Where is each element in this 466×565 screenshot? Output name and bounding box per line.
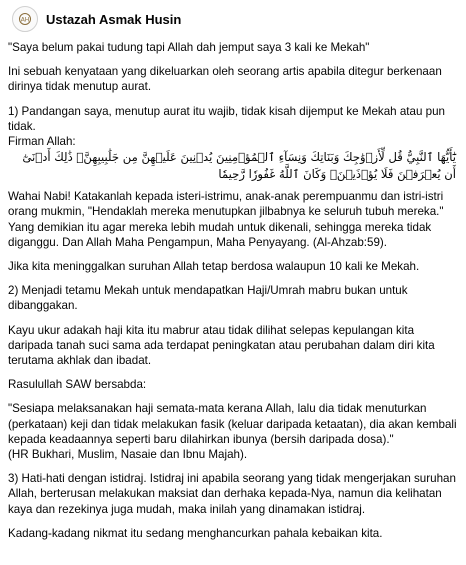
avatar-logo-icon[interactable] [12,6,38,32]
verse-translation: Wahai Nabi! Katakanlah kepada isteri-istrimu, anak-anak perempuanmu dan istri-istri orang mukmin, "Hendaklah mereka menutupkan jilbabnya ke seluruh tubuh mereka." Yang demikian itu agar mereka lebih mudah untuk dikenali, sehingga mereka tidak diganggu. Dan Allah Maha Pengampun, Maha Penyayang. (Al-Ahzab:59). [8,190,444,249]
closing-paragraph: Kadang-kadang nikmat itu sedang menghancurkan pahala kebaikan kita. [8,526,383,540]
firman-label: Firman Allah: [8,135,76,149]
svg-text:AH: AH [20,16,30,24]
avatar-glyph [18,12,32,26]
hadith-text: "Sesiapa melaksanakan haji semata-mata kerana Allah, lalu dia tidak menuturkan (perkataan) keji dan tidak melakukan fasik (keluar daripada ketaatan), dia akan kembali kepada keadaannya seperti baru dilahirkan ibunya (bersih daripada dosa)." [8,402,457,446]
point-2-paragraph: 2) Menjadi tetamu Mekah untuk mendapatkan Haji/Umrah mabru bukan untuk dibanggakan. [8,284,408,313]
hadith-source: (HR Bukhari, Muslim, Nasaie dan Ibnu Majah). [8,448,248,462]
sin-paragraph: Jika kita meninggalkan suruhan Allah tetap berdosa walaupun 10 kali ke Mekah. [8,260,420,274]
measure-paragraph: Kayu ukur adakah haji kita itu mabrur atau tidak dilihat selepas kepulangan kita daripada tanah suci sama ada terdapat peningkatan atau perubahan dalam diri kita terutama akhlak dan ibadat. [8,323,435,368]
author-name[interactable]: Ustazah Asmak Husin [46,11,182,27]
quran-verse-arabic: يَٰٓأَيُّهَا ٱلنَّبِيُّ قُل لِّأَزۡوَٰجِكَ وَبَنَاتِكَ وَنِسَآءِ ٱلۡمُؤۡمِنِينَ يُدۡنِينَ عَلَيۡهِنَّ مِن جَلَٰبِيبِهِنَّۚ ذَٰلِكَ أَدۡنَىٰٓ أَن يُعۡرَفۡنَ فَلَا يُؤۡذَيۡنَۗ وَكَانَ ٱللَّهُ غَفُورٗا رَّحِيمٗا [22,150,456,182]
point-1-paragraph: 1) Pandangan saya, menutup aurat itu wajib, tidak kisah dijemput ke Mekah atau pun tidak. [8,104,445,133]
post-body [8,34,458,541]
quote-paragraph: "Saya belum pakai tudung tapi Allah dah jemput saya 3 kali ke Mekah" [8,41,370,54]
intro-paragraph: Ini sebuah kenyataan yang dikeluarkan oleh seorang artis apabila ditegur berkenaan dirinya tidak menutup aurat. [8,65,442,94]
point-3-paragraph: 3) Hati-hati dengan istidraj. Istidraj ini apabila seorang yang tidak mengerjakan suruhan Allah, berterusan melakukan maksiat dan derhaka kepada-Nya, namun dia kelihatan kaya dan rezekinya juga mudah, maka inilah yang dinamakan istidraj. [8,472,456,516]
hadith-intro: Rasulullah SAW bersabda: [8,378,147,392]
post-header [8,4,458,34]
